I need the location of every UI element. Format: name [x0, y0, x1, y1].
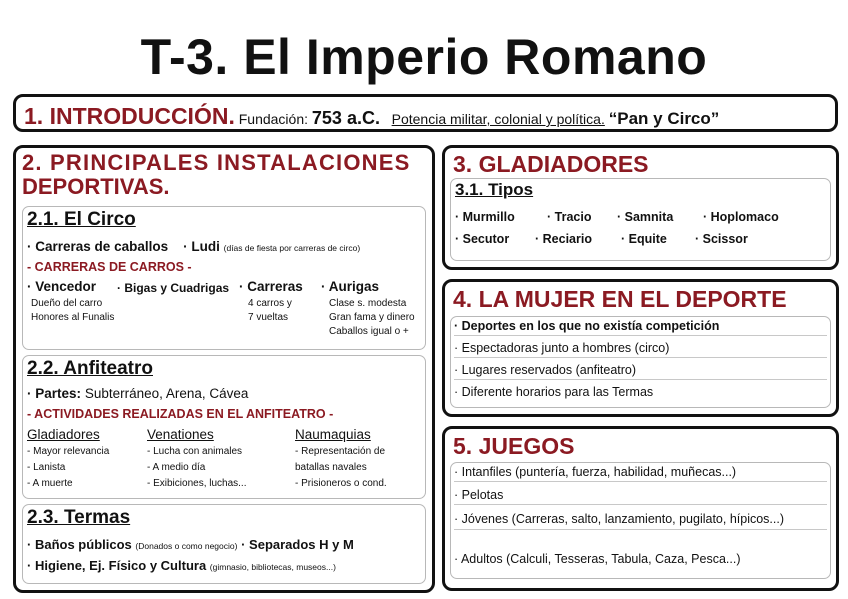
intro-line	[24, 103, 719, 130]
fundacion-value: 753 a.C.	[311, 108, 380, 128]
partes-label: Partes:	[35, 386, 82, 401]
tipo-scissor: · Scissor	[695, 232, 748, 246]
intro-heading: 1. INTRODUCCIÓN.	[24, 103, 235, 129]
circo-row-1: · Carreras de caballos · Ludi (días de fiesta por carreras de circo)	[27, 239, 361, 254]
tipos-heading: 3.1. Tipos	[455, 180, 534, 199]
juegos-item: · Adultos (Calculi, Tesseras, Tabula, Caza, Pesca...)	[454, 552, 741, 566]
tipo-samnita: · Samnita	[617, 210, 674, 224]
gladiadores-heading: 3. GLADIADORES	[453, 151, 649, 177]
aurigas-detail-3: Caballos igual o +	[329, 326, 409, 337]
potencia-text: Potencia militar, colonial y política.	[391, 111, 605, 127]
tipo-secutor: · Secutor	[455, 232, 510, 246]
higiene-note: (gimnasio, bibliotecas, museos...)	[209, 562, 336, 572]
col-gladiadores-item: - Mayor relevancia	[27, 446, 110, 457]
section-instalaciones	[13, 145, 435, 593]
mujer-item: · Deportes en los que no existía competición	[454, 319, 827, 336]
juegos-item: · Intanfiles (puntería, fuerza, habilidad, muñecas...)	[454, 465, 827, 482]
carreras: · Carreras	[239, 279, 303, 294]
vencedor-detail-1: Dueño del carro	[31, 298, 103, 309]
anfiteatro-heading: 2.2. Anfiteatro	[27, 358, 153, 379]
vencedor-detail-2: Honores al Funalis	[31, 312, 115, 323]
col-naumaquias-item: - Prisioneros o cond.	[295, 478, 387, 489]
partes-value: Subterráneo, Arena, Cávea	[84, 386, 249, 401]
tipo-hoplomaco: · Hoplomaco	[703, 210, 779, 224]
carreras-caballos: Carreras de caballos	[35, 239, 169, 254]
col-naumaquias-title: Naumaquias	[295, 427, 371, 442]
instalaciones-heading-2: DEPORTIVAS.	[22, 174, 170, 199]
mujer-item: · Diferente horarios para las Termas	[454, 385, 654, 399]
col-venationes-item: - A medio día	[147, 462, 206, 473]
col-naumaquias	[295, 427, 387, 492]
col-venationes-item: - Lucha con animales	[147, 446, 243, 457]
circo-heading: 2.1. El Circo	[27, 209, 136, 230]
aurigas-detail-1: Clase s. modesta	[329, 298, 407, 309]
juegos-item: · Jóvenes (Carreras, salto, lanzamiento, pugilato, hípicos...)	[454, 511, 827, 530]
col-venationes	[147, 427, 247, 492]
col-venationes-title: Venationes	[147, 427, 214, 442]
section-mujer	[442, 279, 839, 417]
page-title: T-3. El Imperio Romano	[140, 29, 708, 85]
col-gladiadores-item: - A muerte	[27, 478, 73, 489]
banos-note: (Donados o como negocio)	[135, 541, 238, 551]
carreras-detail-2: 7 vueltas	[248, 312, 289, 323]
ludi: Ludi	[191, 239, 220, 254]
section-juegos	[442, 426, 839, 591]
section-gladiadores	[442, 145, 839, 270]
ludi-note: (días de fiesta por carreras de circo)	[223, 243, 361, 253]
termas-row-1: · Baños públicos (Donados o como negocio) · Separados H y M	[27, 537, 354, 552]
actividades-heading: - ACTIVIDADES REALIZADAS EN EL ANFITEATRO -	[27, 407, 334, 421]
aurigas: · Aurigas	[321, 279, 380, 294]
col-gladiadores-item: - Lanista	[27, 462, 66, 473]
tipos-panel	[450, 178, 831, 261]
anfiteatro-panel	[22, 355, 426, 499]
col-gladiadores-title: Gladiadores	[27, 427, 100, 442]
tipo-reciario: · Reciario	[535, 232, 592, 246]
bigas-cuadrigas: · Bigas y Cuadrigas	[117, 281, 230, 295]
mujer-item: · Espectadoras junto a hombres (circo)	[454, 341, 827, 358]
juegos-panel	[450, 462, 831, 579]
instalaciones-heading-1: 2. PRINCIPALES INSTALACIONES	[22, 150, 411, 175]
termas-heading: 2.3. Termas	[27, 507, 131, 528]
col-gladiadores	[27, 427, 109, 492]
mujer-item: · Lugares reservados (anfiteatro)	[454, 363, 827, 380]
higiene: Higiene, Ej. Físico y Cultura	[34, 558, 207, 573]
tipo-equite: · Equite	[621, 232, 667, 246]
intro-section	[13, 94, 838, 132]
carreras-detail-1: 4 carros y	[248, 298, 292, 309]
mujer-panel	[450, 316, 831, 408]
carreras-carros-heading: - CARRERAS DE CARROS -	[27, 260, 192, 274]
circo-panel	[22, 206, 426, 350]
col-venationes-item: - Exibiciones, luchas...	[147, 478, 247, 489]
col-naumaquias-item: - Representación de	[295, 446, 386, 457]
pan-y-circo: “Pan y Circo”	[608, 109, 720, 128]
col-naumaquias-item: batallas navales	[295, 462, 367, 473]
juegos-heading: 5. JUEGOS	[453, 433, 575, 459]
termas-panel	[22, 504, 426, 584]
vencedor: · Vencedor	[27, 279, 97, 294]
separados: Separados H y M	[249, 537, 354, 552]
tipo-murmillo: · Murmillo	[455, 210, 515, 224]
mujer-heading: 4. LA MUJER EN EL DEPORTE	[453, 286, 787, 312]
tipo-tracio: · Tracio	[547, 210, 592, 224]
termas-row-2: · Higiene, Ej. Físico y Cultura (gimnasio, bibliotecas, museos...)	[27, 558, 336, 573]
partes-line: · Partes: Subterráneo, Arena, Cávea	[27, 386, 249, 401]
fundacion-label: Fundación:	[238, 111, 309, 127]
aurigas-detail-2: Gran fama y dinero	[329, 312, 415, 323]
banos-publicos: Baños públicos	[34, 537, 132, 552]
juegos-item: · Pelotas	[454, 488, 827, 505]
